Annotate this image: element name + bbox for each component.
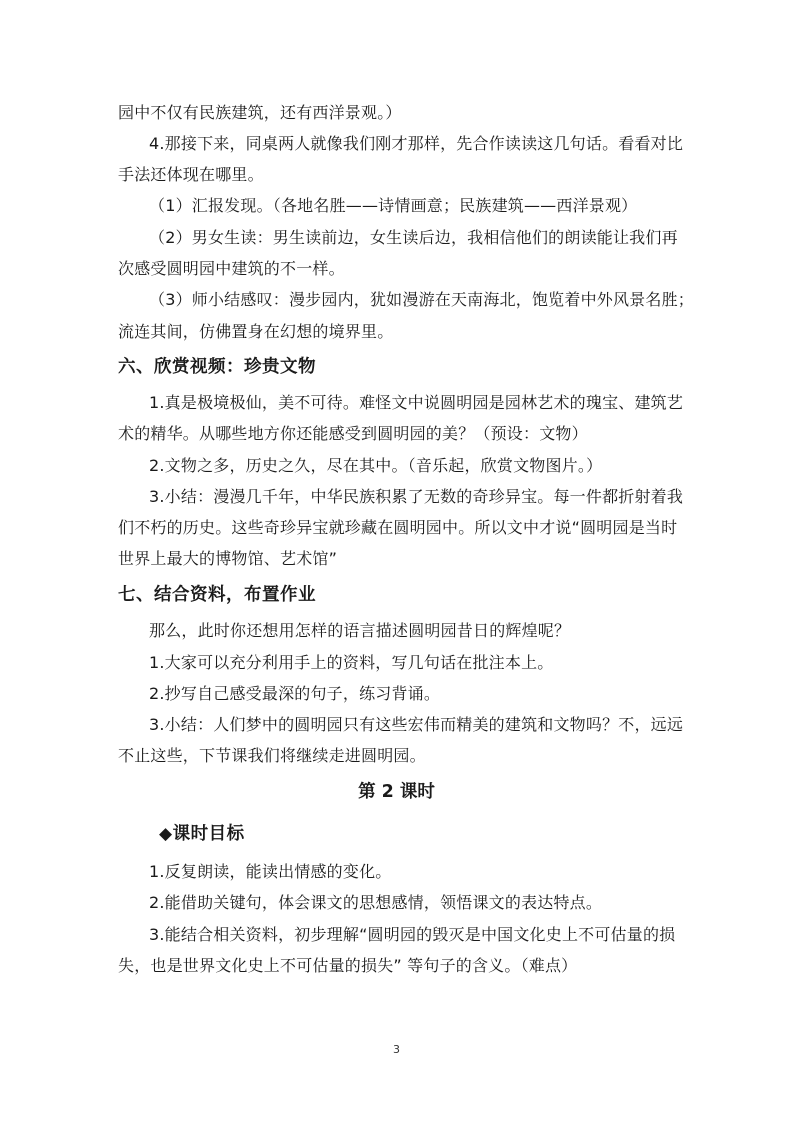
diamond-bullet-icon: ◆ <box>159 824 173 844</box>
paragraph-line: 那么，此时你还想用怎样的语言描述圆明园昔日的辉煌呢？ <box>149 621 571 640</box>
paragraph-line: 4.那接下来，同桌两人就像我们刚才那样，先合作读读这几句话。看看对比 <box>149 134 684 153</box>
paragraph-line: 手法还体现在哪里。 <box>118 165 264 184</box>
paragraph-line: 1.真是极境极仙，美不可待。难怪文中说圆明园是园林艺术的瑰宝、建筑艺 <box>149 393 684 412</box>
paragraph-line: （2）男女生读：男生读前边，女生读后边，我相信他们的朗读能让我们再 <box>149 228 678 247</box>
paragraph-line: 术的精华。从哪些地方你还能感受到圆明园的美？（预设：文物） <box>118 424 588 443</box>
paragraph-line: 2.文物之多，历史之久，尽在其中。（音乐起，欣赏文物图片。） <box>149 456 603 475</box>
paragraph-line: 3.小结：漫漫几千年，中华民族积累了无数的奇珍异宝。每一件都折射着我 <box>149 487 684 506</box>
paragraph-line: 次感受圆明园中建筑的不一样。 <box>118 259 345 278</box>
paragraph-line: （3）师小结感叹：漫步园内，犹如漫游在天南海北，饱览着中外风景名胜； <box>149 290 694 309</box>
paragraph-line: 流连其间，仿佛置身在幻想的境界里。 <box>118 322 394 341</box>
section-heading-7: 七、结合资料，布置作业 <box>118 585 316 605</box>
paragraph-line: 3.能结合相关资料，初步理解“圆明园的毁灭是中国文化史上不可估量的损 <box>149 925 676 944</box>
paragraph-line: 2.能借助关键句，体会课文的思想感情，领悟课文的表达特点。 <box>149 893 603 912</box>
paragraph-line: 不止这些，下节课我们将继续走进圆明园。 <box>118 746 426 765</box>
objectives-heading-text: 课时目标 <box>172 824 245 844</box>
paragraph-line: （1）汇报发现。（各地名胜——诗情画意；民族建筑——西洋景观） <box>149 196 638 215</box>
objectives-heading <box>159 823 245 845</box>
paragraph-line: 1.反复朗读，能读出情感的变化。 <box>149 862 392 881</box>
lesson-title: 第 2 课时 <box>358 782 435 802</box>
paragraph-line: 1.大家可以充分利用手上的资料，写几句话在批注本上。 <box>149 653 554 672</box>
paragraph-line: 失，也是世界文化史上不可估量的损失” 等句子的含义。（难点） <box>118 956 578 975</box>
paragraph-line: 3.小结：人们梦中的圆明园只有这些宏伟而精美的建筑和文物吗？不，远远 <box>149 715 684 734</box>
paragraph-line: 世界上最大的博物馆、艺术馆” <box>118 549 338 568</box>
page-number: 3 <box>393 1043 400 1056</box>
section-heading-6: 六、欣赏视频：珍贵文物 <box>118 357 316 377</box>
paragraph-line: 2.抄写自己感受最深的句子，练习背诵。 <box>149 684 441 703</box>
paragraph-line: 们不朽的历史。这些奇珍异宝就珍藏在圆明园中。所以文中才说“圆明园是当时 <box>118 518 678 537</box>
paragraph-line: 园中不仅有民族建筑，还有西洋景观。） <box>118 103 402 122</box>
